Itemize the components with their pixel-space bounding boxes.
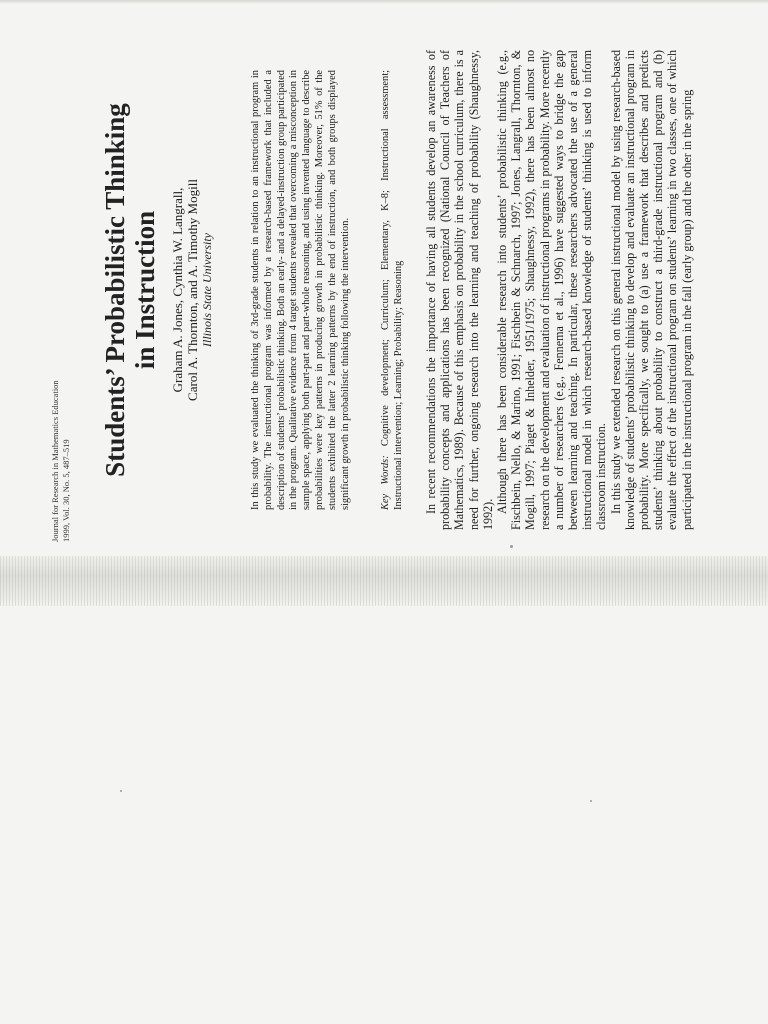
- keywords: [380, 70, 406, 510]
- article-first-page: [50, 30, 750, 550]
- body-paragraph-3: In this study we extended research on this general instructional model by using research-based knowledge of students’ probabilistic thinking to develop and evaluate an instructional program in probability. More specifically, we sought to (a) use a framework that describes and predicts students’ thinking about probability to construct a third-grade instructional program and (b) evaluate the effect of the instructional program on students’ learning in two classes, one of which participated in the instructional program in the fall (early group) and the other in the spring: [608, 50, 694, 530]
- abstract: In this study we evaluated the thinking of 3rd-grade students in relation to an instructional program in probability. The instructional program was informed by a research-based framework that included a description of students’ probabilistic thinking. Both an early- and a delayed-instruction group participated in the program. Qualitative evidence from 4 target students revealed that overcoming a misconception in sample space, applying both part-part and part-whole reasoning, and using invented language to describe probabilities were key patterns in producing growth in probabilistic thinking. Moreover, 51% of the students exhibited the latter 2 learning patterns by the end of instruction, and both groups displayed significant growth in probabilistic thinking following the intervention.: [250, 70, 351, 510]
- author-list: [170, 30, 200, 550]
- author-line-1: Graham A. Jones, Cynthia W. Langrall,: [170, 187, 185, 393]
- scan-top-edge: [0, 0, 768, 4]
- author-affiliation: Illinois State University: [200, 233, 214, 347]
- article-title-line-2: in Instruction: [130, 210, 160, 370]
- article-title-line-1: Students’ Probabilistic Thinking: [100, 103, 130, 477]
- journal-reference: [50, 380, 72, 542]
- keywords-label: Key Words:: [380, 455, 391, 510]
- scan-fold-shadow: [0, 556, 768, 606]
- body-paragraph-2: Although there has been considerable research into students’ probabilistic thinking (e.g., Fischbein, Nello, & Marino, 1991; Fischbein & Schnarch, 1997; Jones, Langrall, Thornton, & Mogill, 1997; Piaget & Inhelder, 1951/1975; Shaughnessy, 1992), there has been almost no research on the development and evaluation of instructional programs in probability. More recently a number of researchers (e.g., Fennema et al., 1996) have suggested ways to bridge the gap between learning and teaching. In particular, these researchers advocated the use of a general instructional model in which research-based knowledge of students’ thinking is used to inform classroom instruction.: [495, 50, 609, 530]
- scan-speck: [590, 800, 592, 802]
- journal-volume: 1999, Vol. 30, No. 5, 487–519: [61, 439, 71, 542]
- author-line-2: Carol A. Thornton, and A. Timothy Mogill: [185, 179, 200, 401]
- article-body: [424, 50, 694, 530]
- body-paragraph-1: In recent recommendations the importance of having all students develop an awareness of probability concepts and applications has been recognized (National Council of Teachers of Mathematics, 1989). Because of this emphasis on probability in the school curriculum, there is a need for further, ongoing research into the learning and teaching of probability (Shaughnessy, 1992).: [424, 50, 495, 530]
- article-title: [100, 30, 160, 550]
- scan-speck: [120, 790, 122, 792]
- keywords-text: Cognitive development; Curriculum; Elementary, K–8; Instructional assessment; Instructional intervention; Learning; Probability; Reasoning: [380, 70, 404, 510]
- journal-name: Journal for Research in Mathematics Education: [50, 380, 60, 542]
